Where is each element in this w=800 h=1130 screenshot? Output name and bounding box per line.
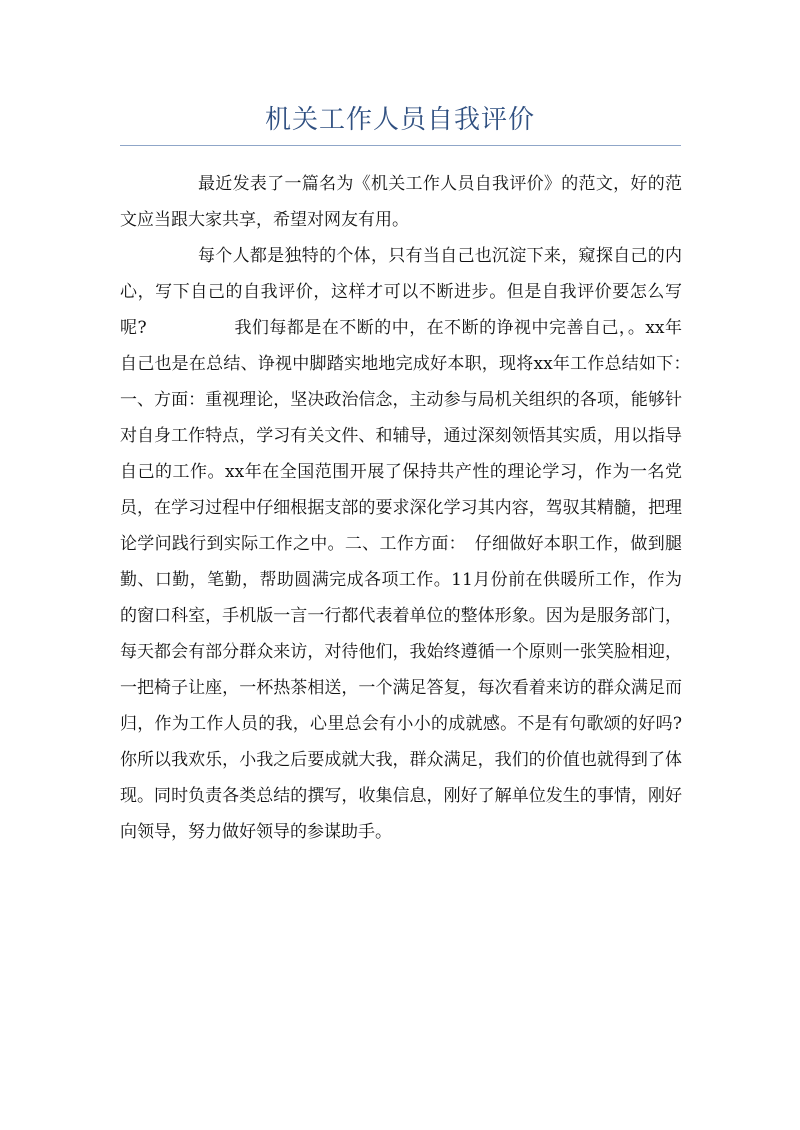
main-paragraph: 每个人都是独特的个体，只有当自己也沉淀下来，窥探自己的内心，写下自己的自我评价，这样才可以不断进步。但是自我评价要怎么写呢? 我们每都是在不断的中，在不断的诤视中完善自己，。xx年自己也是在总结、诤视中脚踏实地地完成好本职，现将xx年工作总结如下： 一、方面：重视理论，坚决政治信念，主动参与局机关组织的各项，能够针对自身工作特点，学习有关文件、和辅导，通过深刻领悟其实质，用以指导自己的工作。xx年在全国范围开展了保持共产性的理论学习，作为一名党员，在学习过程中仔细根据支部的要求深化学习其内容，驾驭其精髓，把理论学问践行到实际工作之中。二、工作方面： 仔细做好本职工作，做到腿勤、口勤，笔勤，帮助圆满完成各项工作。11月份前在供暖所工作，作为的窗口科室，手机版一言一行都代表着单位的整体形象。因为是服务部门，每天都会有部分群众来访，对待他们，我始终遵循一个原则一张笑脸相迎，一把椅子让座，一杯热茶相送，一个满足答复，每次看着来访的群众满足而归，作为工作人员的我，心里总会有小小的成就感。不是有句歌颂的好吗?你所以我欢乐，小我之后要成就大我，群众满足，我们的价值也就得到了体现。同时负责各类总结的撰写，收集信息，刚好了解单位发生的事情，刚好向领导，努力做好领导的参谋助手。 — [120, 246, 699, 842]
intro-paragraph: 最近发表了一篇名为《机关工作人员自我评价》的范文，好的范文应当跟大家共享，希望对网友有用。 — [120, 174, 682, 230]
title-divider — [120, 145, 681, 146]
document-body — [120, 166, 699, 850]
document-title: 机关工作人员自我评价 — [264, 105, 535, 135]
